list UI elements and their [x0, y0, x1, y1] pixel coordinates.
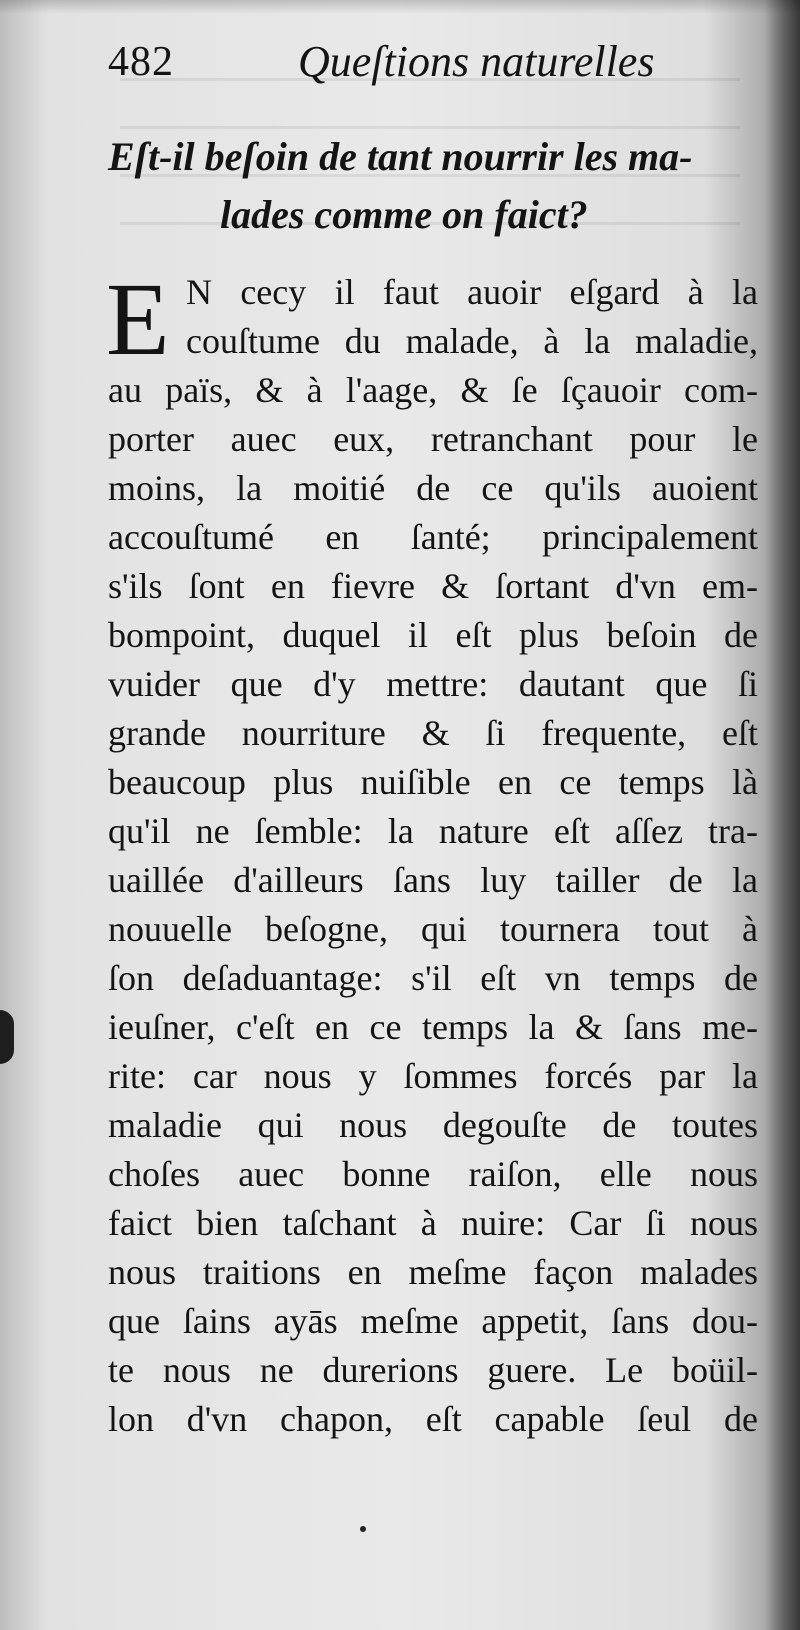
body-line: uaillée d'ailleurs ſans luy tailler de la — [108, 860, 758, 900]
body-line: lon d'vn chapon, eſt capable ſeul de — [108, 1399, 758, 1439]
body-line: au païs, & à l'aage, & ſe ſçauoir com- — [108, 370, 758, 410]
body-line: accouſtumé en ſanté; principalement — [108, 517, 758, 557]
ink-speck — [360, 1526, 366, 1532]
body-line: couſtume du malade, à la maladie, — [186, 321, 758, 361]
body-line: qu'il ne ſemble: la nature eſt aſſez tra- — [108, 811, 758, 851]
page-top-shadow — [0, 0, 800, 14]
body-line: nous traitions en meſme façon malades — [108, 1252, 758, 1292]
body-line: s'ils ſont en fievre & ſortant d'vn em- — [108, 566, 758, 606]
body-line: rite: car nous y ſommes forcés par la — [108, 1056, 758, 1096]
page-number: 482 — [108, 39, 174, 85]
body-line: choſes auec bonne raiſon, elle nous — [108, 1154, 758, 1194]
body-line: porter auec eux, retranchant pour le — [108, 419, 758, 459]
body-line: te nous ne durerions guere. Le boüil- — [108, 1350, 758, 1390]
drop-cap: E — [106, 262, 170, 377]
body-line: ieuſner, c'eſt en ce temps la & ſans me- — [108, 1007, 758, 1047]
section-heading — [108, 128, 756, 244]
ink-blot — [0, 1010, 14, 1064]
body-line: faict bien taſchant à nuire: Car ſi nous — [108, 1203, 758, 1243]
body-line: moins, la moitié de ce qu'ils auoient — [108, 468, 758, 508]
spine-shadow — [764, 0, 800, 1630]
body-line: beaucoup plus nuiſible en ce temps là — [108, 762, 758, 802]
page-header — [108, 30, 758, 92]
body-line: grande nourriture & ſi frequente, eſt — [108, 713, 758, 753]
body-line: maladie qui nous degouſte de toutes — [108, 1105, 758, 1145]
body-text — [106, 262, 758, 1444]
body-line: ſon deſaduantage: s'il eſt vn temps de — [108, 958, 758, 998]
running-title: Queſtions naturelles — [298, 37, 655, 86]
body-line: bompoint, duquel il eſt plus beſoin de — [108, 615, 758, 655]
body-line: N cecy il faut auoir eſgard à la — [186, 272, 758, 312]
heading-line-1: Eſt-il beſoin de tant nourrir les ma- — [108, 134, 693, 179]
body-line: que ſains ayās meſme appetit, ſans dou- — [108, 1301, 758, 1341]
body-line: nouuelle beſogne, qui tournera tout à — [108, 909, 758, 949]
body-line: vuider que d'y mettre: dautant que ſi — [108, 664, 758, 704]
heading-line-2: lades comme on faict? — [220, 192, 588, 237]
